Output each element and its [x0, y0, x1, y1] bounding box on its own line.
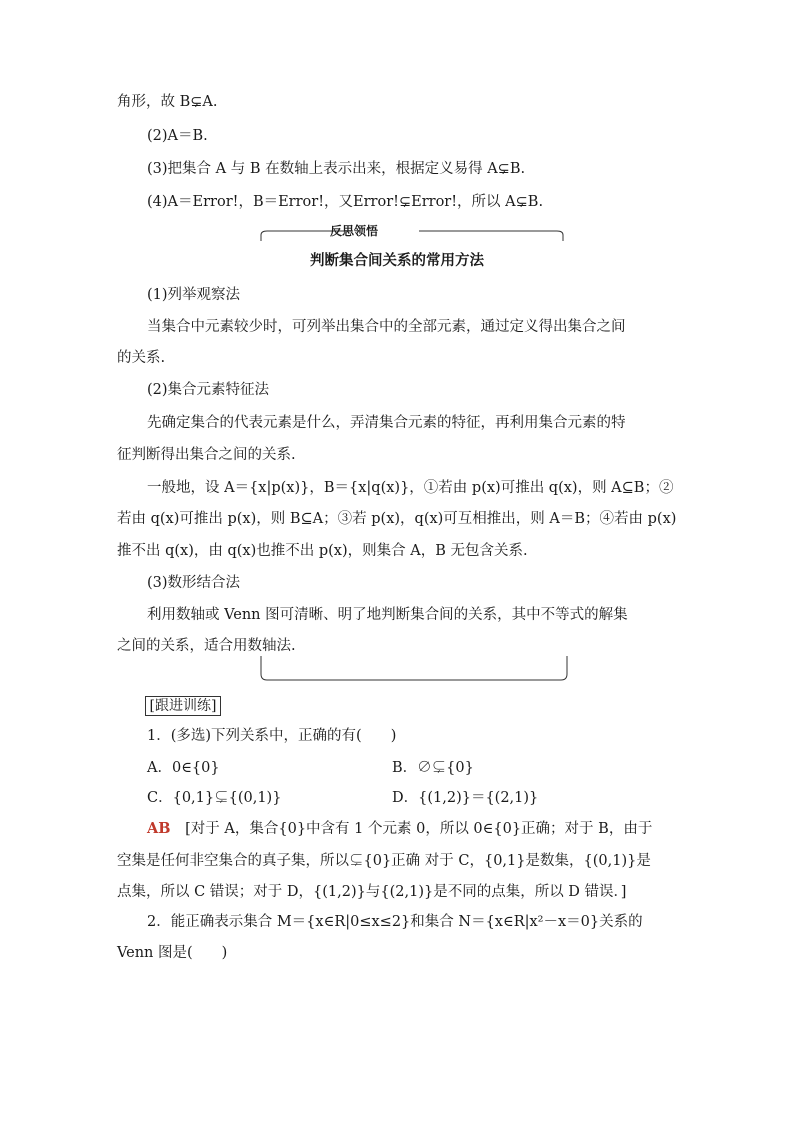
question-1: 1．(多选)下列关系中，正确的有( ) — [147, 728, 397, 744]
method-title: (2)集合元素特征法 — [147, 382, 270, 398]
question-2: 2．能正确表示集合 M＝{x∈R|0≤x≤2}和集合 N＝{x∈R|x²－x＝0}关系的 — [147, 914, 643, 930]
option-c: C．{0,1}⊊{(0,1)} — [147, 790, 282, 806]
text-line: 空集是任何非空集合的真子集，所以⊊{0}正确 对于 C，{0,1}是数集，{(0,1)}是 — [117, 853, 651, 869]
option-b: B．∅⊊{0} — [392, 760, 474, 776]
answer-text: [对于 A，集合{0}中含有 1 个元素 0，所以 0∈{0}正确；对于 B，由于 — [185, 821, 653, 837]
text-line: 当集合中元素较少时，可列举出集合中的全部元素，通过定义得出集合之间 — [147, 319, 626, 335]
method-title: (3)数形结合法 — [147, 575, 241, 591]
answer-label: AB — [147, 820, 171, 837]
text-line: 若由 q(x)可推出 p(x)，则 B⊆A；③若 p(x)，q(x)可互相推出，则 A＝B；④若由 p(x) — [117, 511, 677, 527]
option-d: D．{(1,2)}＝{(2,1)} — [392, 790, 539, 806]
practice-tag: [跟进训练] — [145, 696, 221, 716]
text-line: 推不出 q(x)，由 q(x)也推不出 p(x)，则集合 A，B 无包含关系. — [117, 543, 528, 559]
text-line: (4)A＝Error!，B＝Error!，又Error!⊊Error!，所以 A⊊B. — [147, 194, 544, 210]
text-line: 的关系. — [117, 350, 166, 366]
text-line: 点集，所以 C 错误；对于 D，{(1,2)}与{(2,1)}是不同的点集，所以 D 错误．] — [117, 884, 627, 900]
reflection-frame-bottom — [260, 656, 568, 682]
text-line: (2)A＝B. — [147, 128, 208, 144]
text-line: Venn 图是( ) — [117, 945, 228, 961]
text-line: 之间的关系，适合用数轴法. — [117, 638, 296, 654]
reflection-title: 判断集合间关系的常用方法 — [310, 252, 484, 269]
method-title: (1)列举观察法 — [147, 287, 241, 303]
option-a: A．0∈{0} — [147, 760, 220, 776]
text-line: 利用数轴或 Venn 图可清晰、明了地判断集合间的关系，其中不等式的解集 — [147, 607, 628, 623]
reflection-label: 反思领悟 — [330, 224, 379, 238]
text-line: 征判断得出集合之间的关系. — [117, 447, 296, 463]
text-line: (3)把集合 A 与 B 在数轴上表示出来，根据定义易得 A⊊B. — [147, 161, 526, 177]
text-line: 先确定集合的代表元素是什么，弄清集合元素的特征，再利用集合元素的特 — [147, 415, 626, 431]
text-line: 一般地，设 A＝{x|p(x)}，B＝{x|q(x)}，①若由 p(x)可推出 q(x)，则 A⊆B；② — [147, 480, 674, 496]
text-line: 角形，故 B⊊A. — [117, 94, 218, 110]
answer-line — [117, 819, 652, 839]
